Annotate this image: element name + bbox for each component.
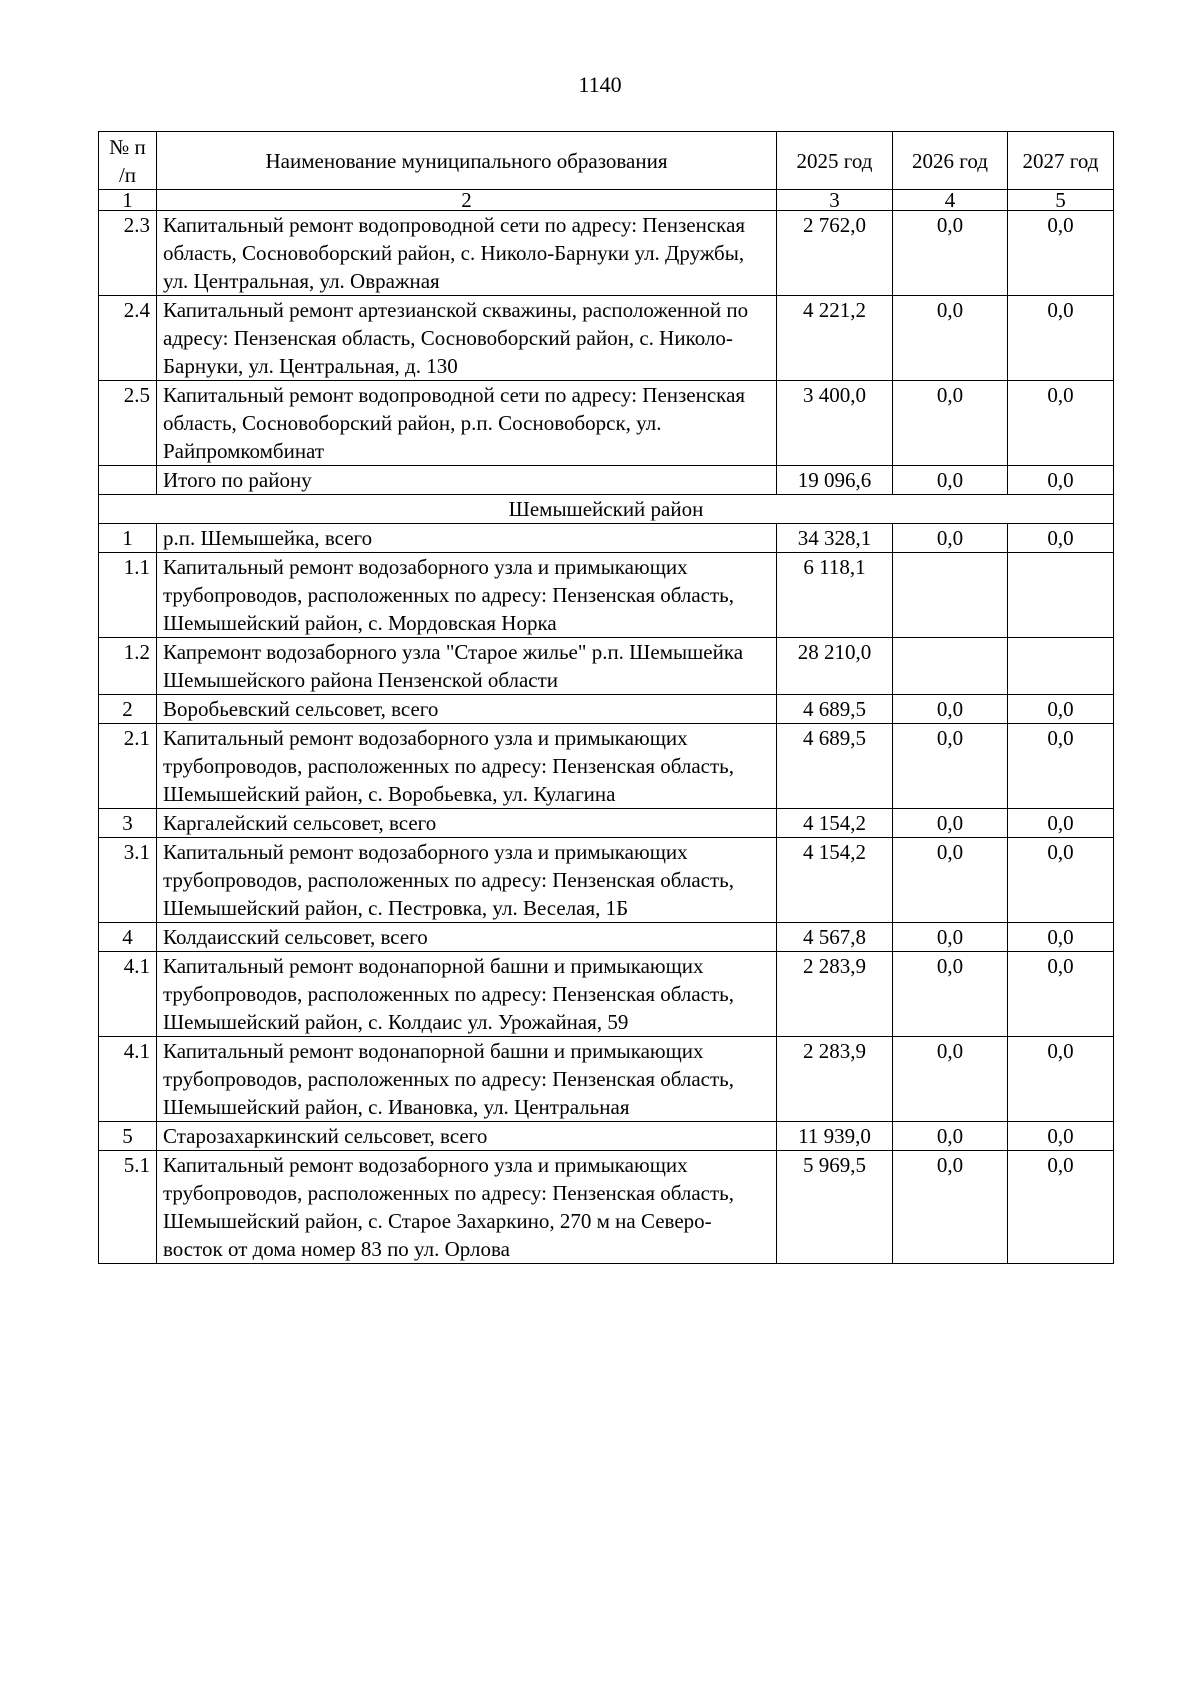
table-row: [99, 724, 1114, 809]
row-value-2027: 0,0: [1008, 695, 1114, 724]
row-value-2025: 3 400,0: [777, 381, 893, 466]
row-value-2026: 0,0: [893, 952, 1008, 1037]
row-value-2025: 4 154,2: [777, 838, 893, 923]
row-number: 1.1: [99, 553, 157, 638]
column-number: 1: [99, 190, 157, 211]
table-header-row: [99, 132, 1114, 190]
row-number: 4.1: [99, 952, 157, 1037]
district-header-row: [99, 495, 1114, 524]
table-row: [99, 838, 1114, 923]
row-name: Капитальный ремонт водозаборного узла и примыкающих трубопроводов, расположенных по адресу: Пензенская область, Шемышейский район, с. Старое Захаркино, 270 м на Северо-восток от дома номер 83 по ул. Орлова: [157, 1151, 777, 1264]
row-value-2025: 2 283,9: [777, 1037, 893, 1122]
row-value-2025: 4 221,2: [777, 296, 893, 381]
row-value-2025: 4 689,5: [777, 695, 893, 724]
row-value-2026: 0,0: [893, 1122, 1008, 1151]
row-value-2027: 0,0: [1008, 809, 1114, 838]
row-name: Старозахаркинский сельсовет, всего: [157, 1122, 777, 1151]
row-value-2025: 6 118,1: [777, 553, 893, 638]
row-name: Воробьевский сельсовет, всего: [157, 695, 777, 724]
row-value-2027: [1008, 638, 1114, 695]
row-value-2026: 0,0: [893, 1037, 1008, 1122]
row-name: Капитальный ремонт артезианской скважины, расположенной по адресу: Пензенская область, Сосновоборский район, с. Николо-Барнуки, ул. Центральная, д. 130: [157, 296, 777, 381]
row-value-2025: 11 939,0: [777, 1122, 893, 1151]
table-row: [99, 1151, 1114, 1264]
row-value-2027: 0,0: [1008, 1151, 1114, 1264]
row-value-2027: 0,0: [1008, 923, 1114, 952]
header-number: № п /п: [99, 132, 157, 190]
row-number: 3: [99, 809, 157, 838]
row-name: Капитальный ремонт водопроводной сети по адресу: Пензенская область, Сосновоборский район, р.п. Сосновоборск, ул. Райпромкомбинат: [157, 381, 777, 466]
table-row: [99, 1037, 1114, 1122]
row-value-2026: 0,0: [893, 524, 1008, 553]
table-row: [99, 952, 1114, 1037]
row-value-2026: [893, 638, 1008, 695]
row-value-2025: 28 210,0: [777, 638, 893, 695]
row-value-2026: 0,0: [893, 695, 1008, 724]
row-value-2025: 5 969,5: [777, 1151, 893, 1264]
column-number: 3: [777, 190, 893, 211]
row-number: [99, 466, 157, 495]
column-number: 5: [1008, 190, 1114, 211]
row-value-2025: 4 689,5: [777, 724, 893, 809]
row-number: 2.3: [99, 211, 157, 296]
row-number: 5.1: [99, 1151, 157, 1264]
header-2026: 2026 год: [893, 132, 1008, 190]
table-row: [99, 381, 1114, 466]
row-number: 4: [99, 923, 157, 952]
row-value-2027: 0,0: [1008, 381, 1114, 466]
row-value-2026: 0,0: [893, 724, 1008, 809]
row-value-2026: 0,0: [893, 923, 1008, 952]
row-number: 5: [99, 1122, 157, 1151]
column-number-row: [99, 190, 1114, 211]
funding-table: [98, 131, 1114, 1264]
row-value-2025: 19 096,6: [777, 466, 893, 495]
table-row: [99, 211, 1114, 296]
header-2025: 2025 год: [777, 132, 893, 190]
row-value-2027: 0,0: [1008, 466, 1114, 495]
page-number: 1140: [578, 72, 622, 97]
row-value-2026: 0,0: [893, 809, 1008, 838]
row-name: Капитальный ремонт водонапорной башни и примыкающих трубопроводов, расположенных по адресу: Пензенская область, Шемышейский район, с. Ивановка, ул. Центральная: [157, 1037, 777, 1122]
table-row: [99, 809, 1114, 838]
row-name: Итого по району: [157, 466, 777, 495]
table-row: [99, 553, 1114, 638]
row-number: 2: [99, 695, 157, 724]
row-number: 3.1: [99, 838, 157, 923]
column-number: 2: [157, 190, 777, 211]
row-number: 1.2: [99, 638, 157, 695]
row-number: 2.4: [99, 296, 157, 381]
row-value-2026: 0,0: [893, 838, 1008, 923]
row-name: Колдаисский сельсовет, всего: [157, 923, 777, 952]
row-value-2026: 0,0: [893, 466, 1008, 495]
table-row: [99, 695, 1114, 724]
row-value-2025: 4 567,8: [777, 923, 893, 952]
row-value-2025: 2 283,9: [777, 952, 893, 1037]
row-value-2026: 0,0: [893, 211, 1008, 296]
row-value-2027: 0,0: [1008, 724, 1114, 809]
row-value-2025: 34 328,1: [777, 524, 893, 553]
table-row: [99, 1122, 1114, 1151]
row-name: Капремонт водозаборного узла "Старое жилье" р.п. Шемышейка Шемышейского района Пензенской области: [157, 638, 777, 695]
row-value-2027: 0,0: [1008, 952, 1114, 1037]
row-value-2025: 2 762,0: [777, 211, 893, 296]
header-2027: 2027 год: [1008, 132, 1114, 190]
row-value-2027: 0,0: [1008, 211, 1114, 296]
row-name: р.п. Шемышейка, всего: [157, 524, 777, 553]
row-value-2026: [893, 553, 1008, 638]
row-value-2026: 0,0: [893, 296, 1008, 381]
row-value-2027: 0,0: [1008, 838, 1114, 923]
row-value-2026: 0,0: [893, 381, 1008, 466]
table-row: [99, 923, 1114, 952]
row-number: 4.1: [99, 1037, 157, 1122]
header-name: Наименование муниципального образования: [157, 132, 777, 190]
row-name: Капитальный ремонт водозаборного узла и примыкающих трубопроводов, расположенных по адресу: Пензенская область, Шемышейский район, с. Пестровка, ул. Веселая, 1Б: [157, 838, 777, 923]
row-number: 1: [99, 524, 157, 553]
row-value-2027: 0,0: [1008, 524, 1114, 553]
row-value-2027: 0,0: [1008, 296, 1114, 381]
row-name: Капитальный ремонт водонапорной башни и примыкающих трубопроводов, расположенных по адресу: Пензенская область, Шемышейский район, с. Колдаис ул. Урожайная, 59: [157, 952, 777, 1037]
row-value-2025: 4 154,2: [777, 809, 893, 838]
row-name: Каргалейский сельсовет, всего: [157, 809, 777, 838]
row-name: Капитальный ремонт водопроводной сети по адресу: Пензенская область, Сосновоборский район, с. Николо-Барнуки ул. Дружбы, ул. Центральная, ул. Овражная: [157, 211, 777, 296]
table-row: [99, 296, 1114, 381]
district-title: Шемышейский район: [99, 495, 1114, 524]
row-value-2027: 0,0: [1008, 1122, 1114, 1151]
row-number: 2.5: [99, 381, 157, 466]
table-row: [99, 638, 1114, 695]
row-number: 2.1: [99, 724, 157, 809]
column-number: 4: [893, 190, 1008, 211]
row-value-2027: 0,0: [1008, 1037, 1114, 1122]
row-value-2026: 0,0: [893, 1151, 1008, 1264]
row-value-2027: [1008, 553, 1114, 638]
table-row: [99, 466, 1114, 495]
row-name: Капитальный ремонт водозаборного узла и примыкающих трубопроводов, расположенных по адресу: Пензенская область, Шемышейский район, с. Мордовская Норка: [157, 553, 777, 638]
row-name: Капитальный ремонт водозаборного узла и примыкающих трубопроводов, расположенных по адресу: Пензенская область, Шемышейский район, с. Воробьевка, ул. Кулагина: [157, 724, 777, 809]
table-row: [99, 524, 1114, 553]
